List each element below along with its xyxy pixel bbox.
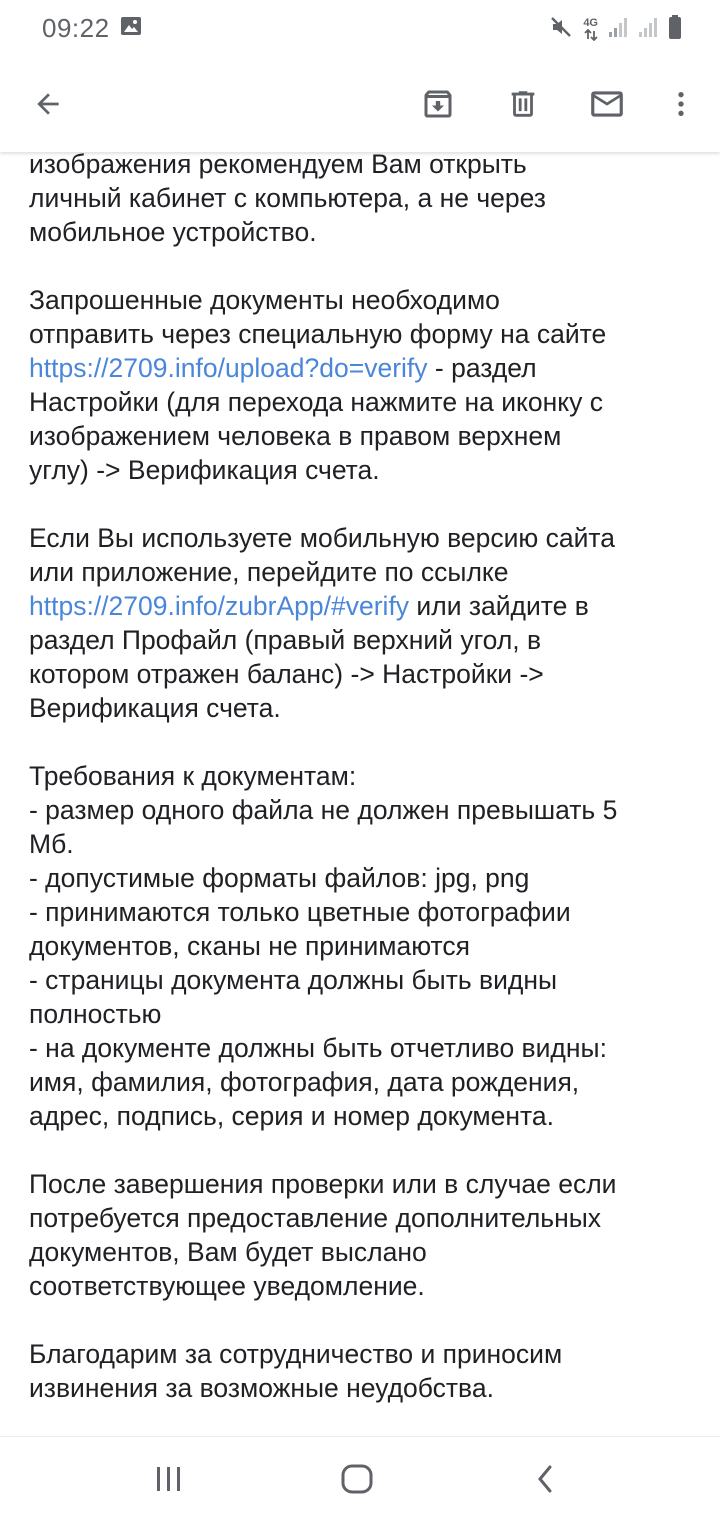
app-bar [0, 56, 720, 152]
paragraph-upload [29, 283, 699, 487]
navigation-bar [0, 1436, 720, 1521]
more-vert-icon[interactable] [657, 80, 705, 128]
paragraph-upload-text-end: - раздел Настройки (для перехода нажмите на иконку с изображением человека в правом верхнем углу) -> Верификация счета. [29, 353, 604, 485]
paragraph-intro: изображения рекомендуем Вам открыть личный кабинет с компьютера, а не через мобильное устройство. [29, 152, 546, 247]
image-icon [120, 16, 142, 41]
paragraph-notification: После завершения проверки или в случае если потребуется предоставление дополнительных документов, Вам будет выслано соответствующее уведомление. [29, 1169, 617, 1301]
signal-icon [608, 15, 628, 44]
back-icon[interactable] [521, 1457, 569, 1501]
archive-icon[interactable] [414, 80, 462, 128]
recent-apps-icon[interactable] [145, 1457, 193, 1501]
paragraph-requirements: Требования к документам: - размер одного файла не должен превышать 5 Мб. - допустимые форматы файлов: jpg, png - принимаются только цветные фотографии документов, сканы не принимаются - страницы документа должны быть видны полностью - на документе должны быть отчетливо видны: имя, фамилия, фотография, дата рождения, адрес, подпись, серия и номер документа. [29, 761, 618, 1131]
delete-icon[interactable] [499, 80, 547, 128]
signal-icon [638, 15, 658, 44]
paragraph-mobile-text-end: или зайдите в раздел Профайл (правый верхний угол, в котором отражен баланс) -> Настройки -> Верификация счета. [29, 591, 589, 723]
status-icons [549, 14, 682, 45]
network-type-icon [583, 18, 598, 41]
mute-icon [549, 15, 573, 44]
paragraph-mobile-text: Если Вы используете мобильную версию сайта или приложение, перейдите по ссылке [29, 523, 616, 587]
battery-icon [668, 14, 682, 45]
status-time: 09:22 [42, 13, 110, 43]
network-label: 4G [583, 17, 598, 29]
mark-unread-icon[interactable] [583, 80, 631, 128]
mobile-app-link[interactable]: https://2709.info/zubrApp/#verify [29, 591, 410, 621]
back-arrow-icon[interactable] [24, 80, 72, 128]
paragraph-mobile [29, 521, 699, 725]
paragraph-thanks: Благодарим за сотрудничество и приносим извинения за возможные неудобства. [29, 1339, 563, 1403]
home-icon[interactable] [333, 1457, 381, 1501]
upload-link[interactable]: https://2709.info/upload?do=verify [29, 353, 428, 383]
paragraph-upload-text: Запрошенные документы необходимо отправить через специальную форму на сайте [29, 285, 607, 349]
status-bar [0, 0, 720, 56]
email-body [0, 152, 720, 1436]
